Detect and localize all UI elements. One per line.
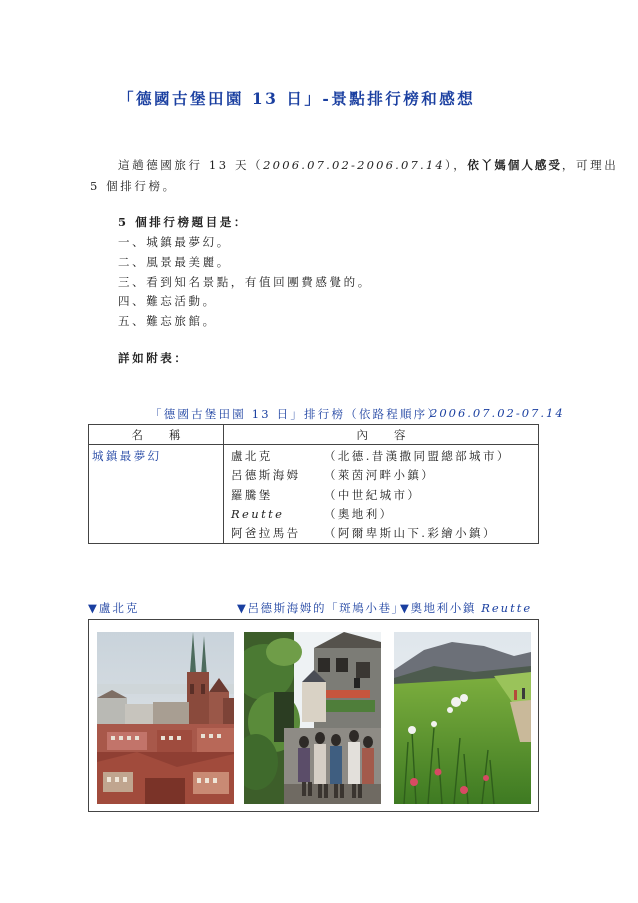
category-cell: 城鎮最夢幻 [89,445,224,544]
place-name: 呂德斯海姆 [231,468,301,483]
intro-dates: 2006.07.02-2006.07.14 [263,158,445,172]
place-desc: （萊茵河畔小鎮） [324,468,436,483]
place-name: 羅騰堡 [231,487,273,502]
page-title: 「德國古堡田園 13 日」-景點排行榜和感想 [118,89,476,108]
topic-item: 三、看到知名景點，有值回團費感覺的。 [118,275,372,289]
photo-caption-1: ▼盧北克 [88,601,140,615]
intro-line-2: 5 個排行榜。 [90,179,177,193]
topic-item: 一、城鎮最夢幻。 [118,235,231,249]
list-item [224,486,538,505]
list-item [224,466,538,485]
place-name: Reutte [231,506,285,521]
photo-caption-2: ▼呂德斯海姆的「斑鳩小巷」 [237,601,405,615]
topic-item: 四、難忘活動。 [118,294,217,308]
place-desc: （奧地利） [324,506,394,521]
intro-text-2: ）， [444,158,468,172]
place-desc: （北德.昔漢撒同盟總部城市） [324,449,511,463]
place-desc: （阿爾卑斯山下.彩繪小鎮） [324,526,497,541]
ranking-table [88,424,539,544]
header-name: 名稱 [89,425,224,445]
table-date: 2006.07.02-07.14 [430,406,565,420]
place-desc: （中世紀城市） [324,487,422,502]
intro-text-3: ，可理出 [561,158,619,172]
photo-frame [88,619,539,812]
detail-label: 詳如附表： [118,351,189,365]
intro-text-1: 這趟德國旅行 13 天（ [118,158,264,172]
caption-3-text: ▼奧地利小鎮 [400,601,476,615]
drosselgasse-photo [244,632,381,804]
table-row [89,445,539,544]
reutte-photo [394,632,531,804]
topic-item: 二、風景最美麗。 [118,255,231,269]
header-content: 內容 [224,425,539,445]
photo-caption-3 [400,600,532,616]
intro-bold: 依丫媽個人感受 [467,158,562,172]
list-item [224,447,538,466]
list-item [224,505,538,524]
place-name: 盧北克 [231,449,273,463]
caption-3-latin: Reutte [481,601,533,615]
list-item [224,524,538,543]
items-cell [224,445,539,544]
topics-heading: 5 個排行榜題目是： [118,215,249,229]
lubeck-photo [97,632,234,804]
table-title: 「德國古堡田園 13 日」排行榜（依路程順序） [150,407,442,421]
place-name: 阿爸拉馬告 [231,526,301,541]
intro-line-1 [118,157,618,173]
topic-item: 五、難忘旅館。 [118,314,217,328]
table-header-row [89,425,539,445]
